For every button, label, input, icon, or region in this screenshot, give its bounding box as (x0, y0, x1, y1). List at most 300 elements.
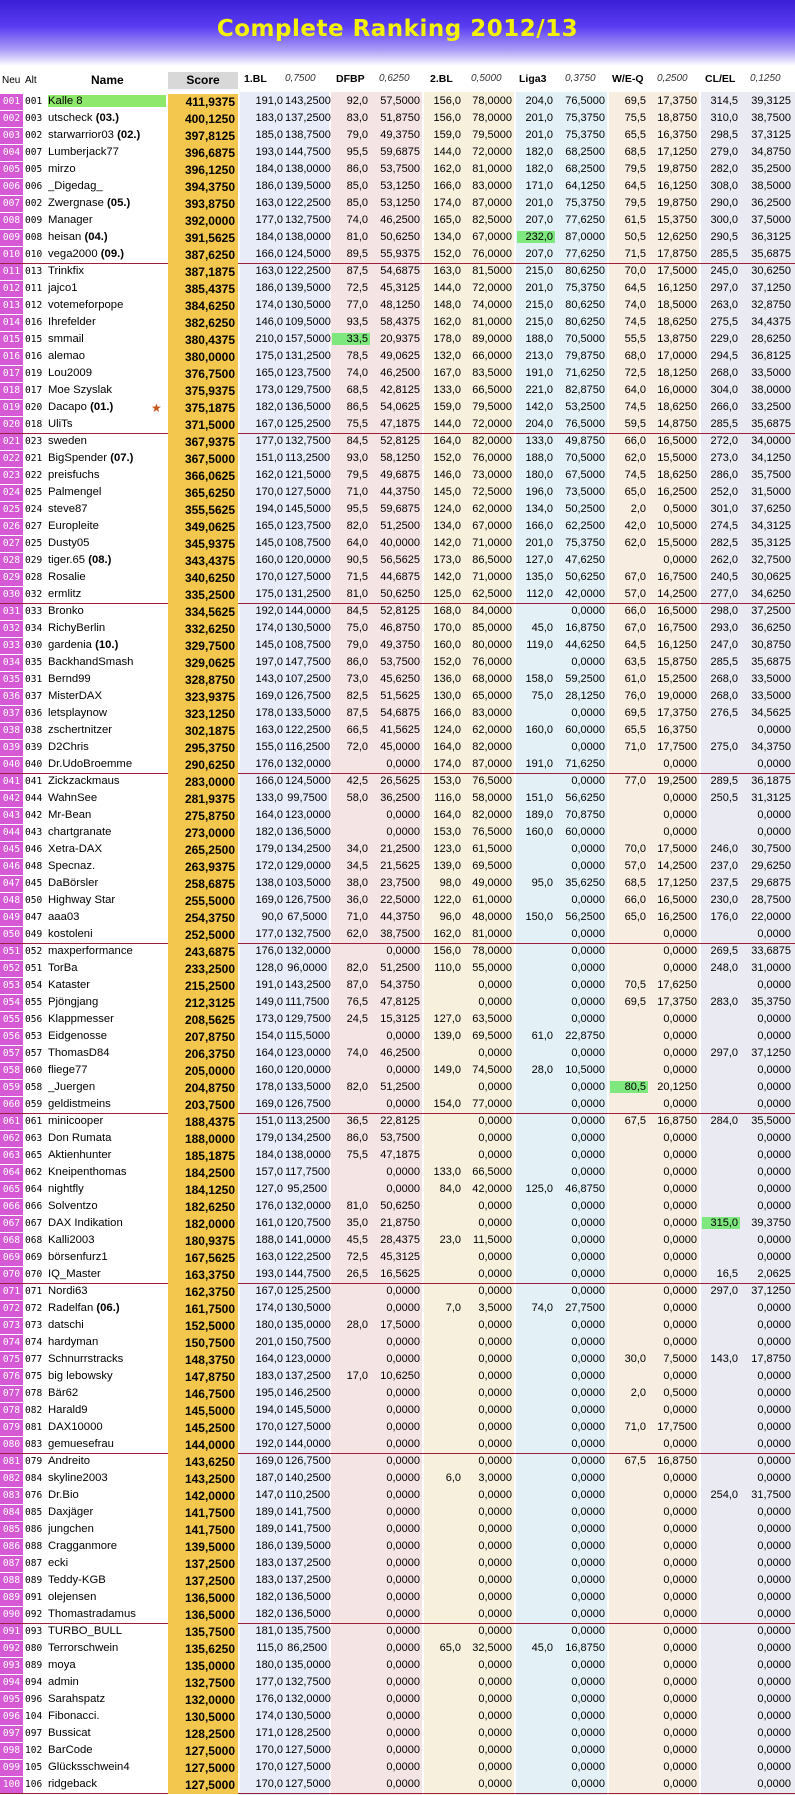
category-points: 285,5 (710, 248, 738, 260)
table-row (0, 944, 795, 961)
category-weighted: 116,2500 (285, 741, 331, 753)
player-name-text: chartgranate (48, 826, 112, 838)
category-weighted: 69,5000 (472, 860, 512, 872)
category-weighted: 135,7500 (285, 1625, 331, 1637)
player-name (48, 1081, 166, 1093)
category-weighted: 36,1875 (751, 775, 791, 787)
rank-new: 039 (0, 740, 23, 756)
player-name-text: heisan (48, 231, 82, 243)
rank-old: 021 (25, 453, 43, 464)
category-weighted: 58,0000 (472, 792, 512, 804)
category-weighted: 0,0000 (571, 1710, 605, 1722)
rank-new: 061 (0, 1114, 23, 1130)
player-name (48, 1098, 166, 1110)
category-weighted: 49,3750 (380, 639, 420, 651)
player-name (48, 1710, 166, 1722)
category-weighted: 49,8750 (565, 435, 605, 447)
category-weighted: 0,0000 (478, 1591, 512, 1603)
player-name-text: ThomasD84 (48, 1047, 110, 1059)
category-weighted: 0,0000 (386, 1438, 420, 1450)
rank-old: 032 (25, 589, 43, 600)
category-points: 201,0 (525, 112, 553, 124)
rank-old: 105 (25, 1762, 43, 1773)
category-weighted: 125,2500 (285, 1285, 331, 1297)
table-row (0, 1488, 795, 1505)
category-points: 77,0 (346, 299, 368, 311)
category-weighted: 15,5000 (657, 452, 697, 464)
category-weighted: 0,0000 (386, 1642, 420, 1654)
category-points: 80,5 (610, 1081, 648, 1093)
category-weighted: 0,0000 (571, 1370, 605, 1382)
player-name-text: börsenfurz1 (48, 1251, 108, 1263)
category-weighted: 0,0000 (757, 1455, 791, 1467)
category-weighted: 0,0000 (757, 1098, 791, 1110)
rank-new: 092 (0, 1641, 23, 1657)
header-dfbp: DFBP (336, 73, 365, 85)
category-weighted: 137,2500 (285, 1557, 331, 1569)
category-weighted: 137,2500 (285, 1574, 331, 1586)
category-points: 164,0 (255, 1353, 283, 1365)
total-score: 375,9375 (168, 383, 238, 400)
total-score: 143,2500 (168, 1471, 238, 1488)
rank-old: 029 (25, 555, 43, 566)
player-name (48, 350, 166, 362)
category-weighted: 75,3750 (565, 129, 605, 141)
header-liga3: Liga3 (519, 73, 547, 85)
rank-old: 064 (25, 1184, 43, 1195)
category-weighted: 0,0000 (386, 1421, 420, 1433)
category-weighted: 71,6250 (565, 758, 605, 770)
rank-old: 009 (25, 215, 43, 226)
category-weighted: 128,2500 (285, 1727, 331, 1739)
category-points: 50,5 (624, 231, 646, 243)
rank-old: 024 (25, 504, 43, 515)
total-score: 302,1875 (168, 723, 238, 740)
rank-new: 016 (0, 349, 23, 365)
category-weighted: 111,7500 (285, 996, 330, 1008)
category-weighted: 0,0000 (478, 1744, 512, 1756)
category-weighted: 63,5000 (472, 1013, 512, 1025)
category-points: 70,0 (624, 843, 646, 855)
rank-new: 012 (0, 281, 23, 297)
player-name (48, 1149, 166, 1161)
previous-title-rank: (02.) (117, 129, 141, 141)
category-points: 2,0 (630, 503, 646, 515)
category-weighted: 19,8750 (657, 197, 697, 209)
category-points: 74,0 (346, 214, 368, 226)
category-weighted: 127,5000 (285, 1744, 331, 1756)
category-weighted: 147,7500 (285, 656, 331, 668)
total-score: 335,2500 (168, 587, 238, 604)
rank-new: 036 (0, 689, 23, 705)
table-row (0, 587, 795, 604)
total-score: 162,3750 (168, 1284, 238, 1301)
category-weighted: 144,7500 (285, 1268, 331, 1280)
title-banner (0, 0, 795, 66)
category-points: 310,0 (710, 112, 738, 124)
category-weighted: 87,0000 (565, 231, 605, 243)
category-points: 171,0 (255, 1727, 283, 1739)
category-weighted: 131,2500 (285, 350, 331, 362)
table-row (0, 111, 795, 128)
rank-old: 003 (25, 113, 43, 124)
table-row (0, 536, 795, 553)
player-name (48, 1013, 166, 1025)
rank-new: 085 (0, 1522, 23, 1538)
category-points: 170,0 (255, 486, 283, 498)
category-weighted: 17,0000 (657, 350, 697, 362)
category-weighted: 0,0000 (478, 1608, 512, 1620)
category-weighted: 50,6250 (380, 1200, 420, 1212)
category-weighted: 17,1250 (657, 877, 697, 889)
category-weighted: 0,0000 (663, 1166, 697, 1178)
player-name-text: Lumberjack77 (48, 146, 119, 158)
category-weighted: 0,0000 (478, 1693, 512, 1705)
table-row (0, 1505, 795, 1522)
category-weighted: 0,0000 (663, 1625, 697, 1637)
rank-old: 074 (25, 1337, 43, 1348)
category-weighted: 138,0000 (285, 231, 331, 243)
category-weighted: 136,5000 (285, 1591, 331, 1603)
rank-new: 046 (0, 859, 23, 875)
player-name (48, 945, 166, 957)
player-name (48, 435, 166, 447)
category-weighted: 0,0000 (757, 1761, 791, 1773)
table-row (0, 1012, 795, 1029)
category-weighted: 130,5000 (285, 622, 331, 634)
category-points: 294,5 (710, 350, 738, 362)
category-weighted: 67,0000 (472, 231, 512, 243)
category-points: 146,0 (255, 316, 283, 328)
total-score: 411,9375 (168, 94, 238, 111)
category-weighted: 58,1250 (380, 452, 420, 464)
category-weighted: 45,3125 (380, 1251, 420, 1263)
category-points: 142,0 (433, 571, 461, 583)
category-points: 62,0 (624, 452, 646, 464)
category-weighted: 141,0000 (285, 1234, 331, 1246)
category-points: 207,0 (525, 248, 553, 260)
category-weighted: 0,0000 (757, 1744, 791, 1756)
previous-title-rank: (05.) (107, 197, 131, 209)
category-points: 180,0 (255, 1319, 283, 1331)
player-name-text: aaa03 (48, 911, 80, 923)
player-name-text: utscheck (48, 112, 93, 124)
rank-old: 061 (25, 1116, 43, 1127)
category-weighted: 110,2500 (285, 1489, 331, 1501)
category-points: 162,0 (433, 163, 461, 175)
player-name (48, 622, 166, 634)
player-name-text: Thomastradamus (48, 1608, 136, 1620)
category-weighted: 0,0000 (386, 1710, 420, 1722)
category-weighted: 143,2500 (285, 979, 331, 991)
category-weighted: 0,0000 (571, 1625, 605, 1637)
category-points: 156,0 (433, 945, 461, 957)
category-weighted: 37,1250 (751, 1285, 791, 1297)
category-points: 179,0 (255, 843, 283, 855)
total-score: 400,1250 (168, 111, 238, 128)
total-score: 323,1250 (168, 706, 238, 723)
header-2bl-factor: 0,5000 (471, 73, 502, 84)
total-score: 215,2500 (168, 978, 238, 995)
total-score: 144,0000 (168, 1437, 238, 1454)
player-name (48, 639, 166, 651)
player-name-text: minicooper (48, 1115, 104, 1127)
category-weighted: 0,0000 (386, 1064, 420, 1076)
category-weighted: 138,7500 (285, 129, 331, 141)
category-points: 188,0 (525, 452, 553, 464)
category-weighted: 0,0000 (386, 1285, 420, 1297)
category-points: 67,5 (624, 1455, 646, 1467)
category-weighted: 0,0000 (757, 1251, 791, 1263)
category-weighted: 50,2500 (565, 503, 605, 515)
category-points: 151,0 (255, 1115, 283, 1127)
total-score: 207,8750 (168, 1029, 238, 1046)
player-name (48, 605, 166, 617)
player-name (48, 418, 166, 430)
player-name (48, 129, 166, 141)
category-points: 186,0 (255, 180, 283, 192)
table-row (0, 1726, 795, 1743)
category-points: 204,0 (525, 95, 553, 107)
rank-old: 038 (25, 725, 43, 736)
category-weighted: 17,1250 (657, 146, 697, 158)
table-row (0, 247, 795, 264)
rank-old: 082 (25, 1405, 43, 1416)
category-weighted: 117,7500 (285, 1166, 331, 1178)
category-points: 154,0 (433, 1098, 461, 1110)
category-weighted: 31,7500 (751, 1489, 791, 1501)
rank-old: 094 (25, 1677, 43, 1688)
rank-new: 063 (0, 1148, 23, 1164)
category-points: 282,0 (710, 163, 738, 175)
category-weighted: 55,9375 (380, 248, 420, 260)
category-points: 153,0 (433, 775, 461, 787)
category-weighted: 72,0000 (472, 282, 512, 294)
total-score: 145,2500 (168, 1420, 238, 1437)
rank-old: 091 (25, 1592, 43, 1603)
header-2bl: 2.BL (430, 73, 453, 85)
category-weighted: 0,0000 (663, 1200, 697, 1212)
category-weighted: 144,0000 (285, 605, 331, 617)
rank-new: 018 (0, 383, 23, 399)
total-score: 334,5625 (168, 604, 238, 621)
rank-new: 073 (0, 1318, 23, 1334)
table-row (0, 1386, 795, 1403)
category-weighted: 0,0000 (478, 1217, 512, 1229)
table-row (0, 1267, 795, 1284)
player-name (48, 452, 166, 464)
category-weighted: 0,0000 (757, 826, 791, 838)
category-weighted: 135,0000 (285, 1319, 331, 1331)
player-name (48, 265, 166, 277)
category-weighted: 32,7500 (751, 554, 791, 566)
category-weighted: 19,8750 (657, 163, 697, 175)
table-row (0, 1454, 795, 1471)
category-weighted: 82,8750 (565, 384, 605, 396)
rank-old: 040 (25, 759, 43, 770)
category-weighted: 80,0000 (472, 639, 512, 651)
category-points: 289,5 (710, 775, 738, 787)
player-name (48, 112, 166, 124)
category-points: 16,5 (716, 1268, 738, 1280)
category-points: 177,0 (255, 928, 283, 940)
table-row (0, 315, 795, 332)
total-score: 150,7500 (168, 1335, 238, 1352)
rank-old: 077 (25, 1354, 43, 1365)
player-name (48, 1591, 166, 1603)
rank-new: 059 (0, 1080, 23, 1096)
player-name (48, 588, 166, 600)
player-name-text: D2Chris (48, 741, 89, 753)
category-weighted: 0,0000 (571, 1200, 605, 1212)
category-weighted: 42,0000 (472, 1183, 512, 1195)
previous-title-rank: (06.) (96, 1302, 120, 1314)
player-name (48, 401, 166, 413)
previous-title-rank: (09.) (100, 248, 125, 260)
category-weighted: 0,0000 (663, 1251, 697, 1263)
category-weighted: 33,5000 (751, 673, 791, 685)
category-points: 82,0 (346, 1081, 368, 1093)
category-weighted: 18,8750 (657, 112, 697, 124)
player-name-text: Fibonacci. (48, 1710, 100, 1722)
player-name (48, 979, 166, 991)
rank-old: 001 (25, 96, 43, 107)
category-weighted: 35,6875 (751, 248, 791, 260)
rank-new: 065 (0, 1182, 23, 1198)
category-weighted: 0,0000 (663, 1098, 697, 1110)
table-row (0, 468, 795, 485)
rank-new: 064 (0, 1165, 23, 1181)
category-points: 268,0 (710, 367, 738, 379)
player-name-text: Kalle 8 (48, 95, 83, 107)
category-points: 75,5 (346, 418, 368, 430)
player-name (48, 1608, 166, 1620)
category-weighted: 0,0000 (663, 945, 697, 957)
player-name (48, 1404, 166, 1416)
category-points: 71,5 (346, 571, 368, 583)
category-points: 81,0 (346, 231, 368, 243)
category-weighted: 0,0000 (571, 1523, 605, 1535)
rank-new: 017 (0, 366, 23, 382)
table-row (0, 264, 795, 281)
category-weighted: 0,0000 (663, 1574, 697, 1586)
total-score: 136,5000 (168, 1590, 238, 1607)
table-row (0, 213, 795, 230)
category-points: 87,5 (346, 707, 368, 719)
table-row (0, 1352, 795, 1369)
player-name (48, 1472, 166, 1484)
table-row (0, 842, 795, 859)
category-points: 165,0 (255, 520, 283, 532)
category-points: 282,5 (710, 537, 738, 549)
category-weighted: 0,0000 (478, 1727, 512, 1739)
category-weighted: 19,2500 (657, 775, 697, 787)
category-weighted: 0,0000 (571, 1353, 605, 1365)
player-name (48, 1268, 166, 1280)
table-row (0, 604, 795, 621)
rank-old: 017 (25, 385, 43, 396)
player-name (48, 1761, 166, 1773)
category-points: 276,5 (710, 707, 738, 719)
category-points: 68,5 (624, 146, 646, 158)
table-row (0, 1777, 795, 1794)
category-weighted: 0,0000 (571, 1455, 605, 1467)
category-weighted: 126,7500 (285, 690, 331, 702)
rank-new: 045 (0, 842, 23, 858)
category-weighted: 0,0000 (757, 1591, 791, 1603)
category-weighted: 0,0000 (757, 928, 791, 940)
category-points: 127,0 (525, 554, 553, 566)
total-score: 139,5000 (168, 1539, 238, 1556)
category-weighted: 0,0000 (571, 1778, 605, 1790)
table-row (0, 808, 795, 825)
category-weighted: 15,5000 (657, 537, 697, 549)
category-points: 35,0 (346, 1217, 368, 1229)
category-weighted: 0,0000 (663, 826, 697, 838)
category-points: 160,0 (433, 639, 461, 651)
category-weighted: 0,0000 (757, 1659, 791, 1671)
rank-new: 049 (0, 910, 23, 926)
category-weighted: 17,5000 (657, 265, 697, 277)
category-weighted: 0,0000 (663, 1523, 697, 1535)
category-points: 193,0 (255, 1268, 283, 1280)
category-weighted: 157,5000 (285, 333, 331, 345)
player-name-text: Zickzackmaus (48, 775, 120, 787)
rank-old: 002 (25, 130, 43, 141)
rank-old: 066 (25, 1201, 43, 1212)
category-points: 64,5 (624, 282, 646, 294)
category-weighted: 124,5000 (285, 775, 331, 787)
previous-title-rank: (01.) (90, 401, 114, 413)
category-weighted: 120,0000 (285, 554, 331, 566)
category-points: 147,0 (255, 1489, 283, 1501)
category-weighted: 37,1250 (751, 1047, 791, 1059)
player-name (48, 1676, 166, 1688)
category-weighted: 139,5000 (285, 1540, 331, 1552)
category-weighted: 124,5000 (285, 248, 331, 260)
player-name-text: jajco1 (48, 282, 78, 294)
category-weighted: 0,0000 (663, 1778, 697, 1790)
category-weighted: 76,5000 (565, 418, 605, 430)
category-points: 163,0 (255, 724, 283, 736)
player-name (48, 1625, 166, 1637)
category-weighted: 20,9375 (380, 333, 420, 345)
category-points: 179,0 (255, 1132, 283, 1144)
table-row (0, 1760, 795, 1777)
category-weighted: 78,0000 (472, 112, 512, 124)
category-points: 83,0 (346, 112, 368, 124)
category-weighted: 81,0000 (472, 316, 512, 328)
category-weighted: 0,0000 (571, 962, 605, 974)
category-weighted: 21,8750 (380, 1217, 420, 1229)
category-weighted: 77,6250 (565, 248, 605, 260)
category-weighted: 0,0000 (663, 1404, 697, 1416)
category-weighted: 60,0000 (565, 724, 605, 736)
category-points: 7,0 (445, 1302, 461, 1314)
player-name (48, 214, 166, 226)
player-name (48, 1778, 166, 1790)
category-weighted: 47,1875 (380, 1149, 420, 1161)
category-weighted: 27,7500 (565, 1302, 605, 1314)
table-row (0, 383, 795, 400)
table-row (0, 978, 795, 995)
category-points: 145,0 (433, 486, 461, 498)
rank-new: 057 (0, 1046, 23, 1062)
category-weighted: 132,7500 (285, 1676, 331, 1688)
rank-new: 058 (0, 1063, 23, 1079)
rank-old: 016 (25, 317, 43, 328)
category-points: 160,0 (525, 724, 553, 736)
